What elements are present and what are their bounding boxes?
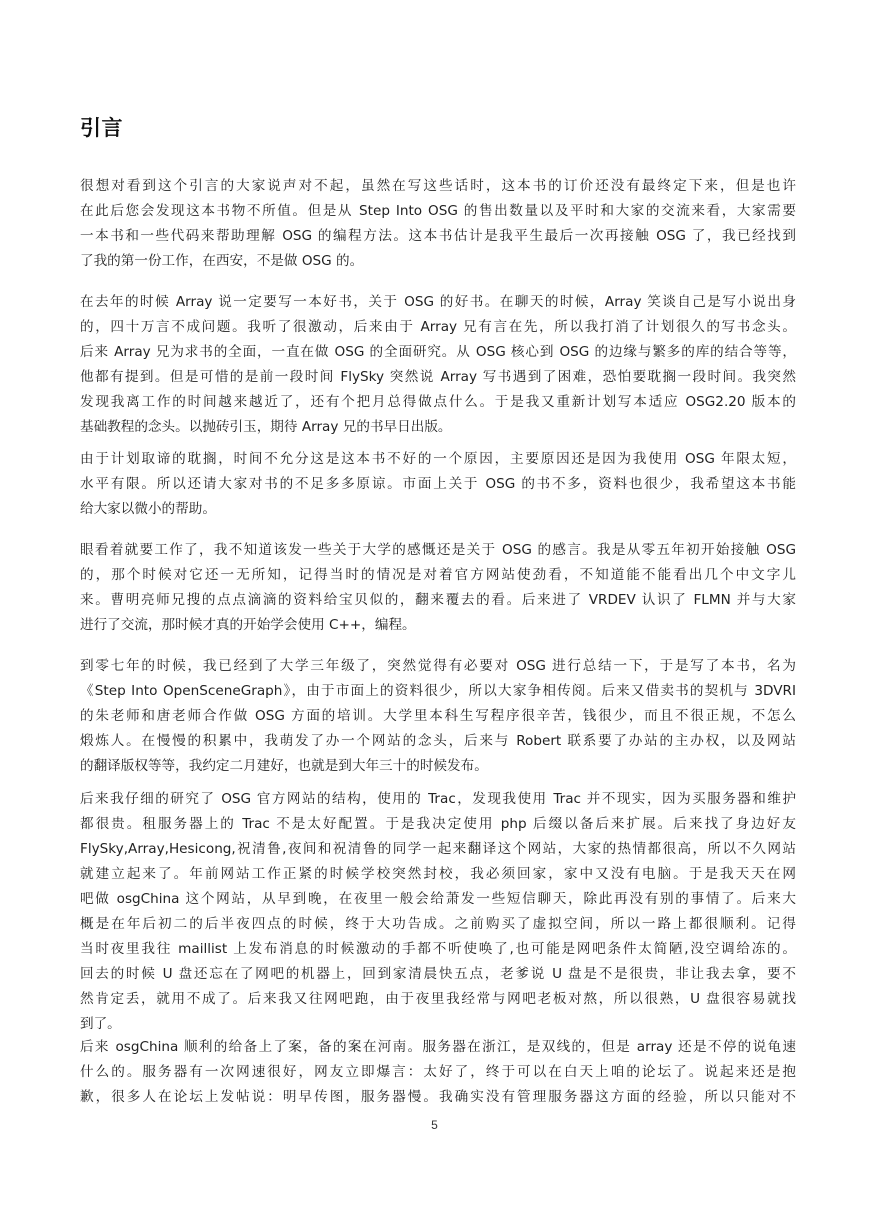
text-line: 歉，很多人在论坛上发帖说：明早传图，服务器慢。我确实没有管理服务器这方面的经验，所以只能对不 xyxy=(80,1089,796,1105)
text-line: 就建立起来了。年前网站工作正紧的时候学校突然封校，我必须回家，家中又没有电脑。于是我天天在网 xyxy=(80,866,796,882)
text-line: 在去年的时候 Array 说一定要写一本好书，关于 OSG 的好书。在聊天的时候，Array 笑谈自己是写小说出身 xyxy=(80,294,796,310)
text-line: 的，那个时候对它还一无所知，记得当时的情况是对着官方网站使劲看，不知道能不能看出几个中文字儿 xyxy=(80,567,796,583)
paragraph-2 xyxy=(80,290,796,440)
text-line: 在此后您会发现这本书物不所值。但是从 Step Into OSG 的售出数量以及平时和大家的交流来看，大家需要 xyxy=(80,203,796,219)
text-line: 眼看着就要工作了，我不知道该发一些关于大学的感慨还是关于 OSG 的感言。我是从零五年初开始接触 OSG xyxy=(80,542,796,558)
text-line: 一本书和一些代码来帮助理解 OSG 的编程方法。这本书估计是我平生最后一次再接触 OSG 了，我已经找到 xyxy=(80,228,796,244)
text-line: 水平有限。所以还请大家对书的不足多多原谅。市面上关于 OSG 的书不多，资料也很少，我希望这本书能 xyxy=(80,476,796,492)
paragraph-5 xyxy=(80,654,796,779)
text-line: 后来 osgChina 顺利的给备上了案，备的案在河南。服务器在浙江，是双线的，但是 array 还是不停的说龟速 xyxy=(80,1039,796,1055)
paragraph-3 xyxy=(80,447,796,522)
text-line: 基础教程的念头。以抛砖引玉，期待 Array 兄的书早日出版。 xyxy=(80,419,452,435)
paragraph-4 xyxy=(80,538,796,638)
text-line: 到了。 xyxy=(80,1016,121,1032)
text-line: 后来我仔细的研究了 OSG 官方网站的结构，使用的 Trac，发现我使用 Trac 并不现实，因为买服务器和维护 xyxy=(80,791,796,807)
text-line: 《Step Into OpenSceneGraph》，由于市面上的资料很少，所以大家争相传阅。后来又借卖书的契机与 3DVRI xyxy=(80,683,796,699)
text-line: 到零七年的时候，我已经到了大学三年级了，突然觉得有必要对 OSG 进行总结一下，于是写了本书，名为 xyxy=(80,658,796,674)
text-line: 煅炼人。在慢慢的积累中，我萌发了办一个网站的念头，后来与 Robert 联系要了办站的主办权，以及网站 xyxy=(80,733,796,749)
paragraph-1 xyxy=(80,174,796,274)
text-line: FlySky,Array,Hesicong,祝清鲁,夜间和祝清鲁的同学一起来翻译这个网站，大家的热情都很高，所以不久网站 xyxy=(80,841,796,857)
paragraph-7 xyxy=(80,1035,796,1110)
text-line: 发现我离工作的时间越来越近了，还有个把月总得做点什么。于是我又重新计划写本适应 OSG2.20 版本的 xyxy=(80,394,796,410)
text-line: 概是在年后初二的后半夜四点的时候，终于大功告成。之前购买了虚拟空间，所以一路上都很顺利。记得 xyxy=(80,916,796,932)
text-line: 了我的第一份工作，在西安，不是做 OSG 的。 xyxy=(80,253,364,269)
section-title: 引言 xyxy=(80,116,123,140)
text-line: 进行了交流，那时候才真的开始学会使用 C++，编程。 xyxy=(80,617,416,633)
text-line: 当时夜里我往 maillist 上发布消息的时候激动的手都不听使唤了,也可能是网吧条件太简陋,没空调给冻的。 xyxy=(80,941,796,957)
text-line: 由于计划取谛的耽搁，时间不允分这是这本书不好的一个原因，主要原因还是因为我使用 OSG 年限太短， xyxy=(80,451,796,467)
text-line: 都很贵。租服务器上的 Trac 不是太好配置。于是我决定使用 php 后缀以备后来扩展。后来找了身边好友 xyxy=(80,816,796,832)
text-line: 给大家以微小的帮助。 xyxy=(80,501,216,517)
text-line: 他都有提到。但是可惜的是前一段时间 FlySky 突然说 Array 写书遇到了困难，恐怕要耽搁一段时间。我突然 xyxy=(80,369,796,385)
text-line: 的朱老师和唐老师合作做 OSG 方面的培训。大学里本科生写程序很辛苦，钱很少，而且不很正规，不怎么 xyxy=(80,708,796,724)
text-line: 然肯定丢，就用不成了。后来我又往网吧跑，由于夜里我经常与网吧老板对熬，所以很熟，U 盘很容易就找 xyxy=(80,991,796,1007)
text-line: 很想对看到这个引言的大家说声对不起，虽然在写这些话时，这本书的订价还没有最终定下来，但是也许 xyxy=(80,178,796,194)
page-number: 5 xyxy=(431,1118,438,1132)
text-line: 回去的时候 U 盘还忘在了网吧的机器上，回到家清晨快五点，老爹说 U 盘是不是很贵，非让我去拿，要不 xyxy=(80,966,796,982)
text-line: 后来 Array 兄为求书的全面，一直在做 OSG 的全面研究。从 OSG 核心到 OSG 的边缘与繁多的库的结合等等， xyxy=(80,344,796,360)
text-line: 吧做 osgChina 这个网站，从早到晚，在夜里一般会给萧发一些短信聊天，除此再没有别的事情了。后来大 xyxy=(80,891,796,907)
text-line: 的翻译版权等等，我约定二月建好，也就是到大年三十的时候发布。 xyxy=(80,758,488,774)
text-line: 的，四十万言不成问题。我听了很激动，后来由于 Array 兄有言在先，所以我打消了计划很久的写书念头。 xyxy=(80,319,796,335)
text-line: 来。曹明亮师兄搜的点点滴滴的资料给宝贝似的，翻来覆去的看。后来进了 VRDEV 认识了 FLMN 并与大家 xyxy=(80,592,796,608)
paragraph-6 xyxy=(80,787,796,1037)
text-line: 什么的。服务器有一次网速很好，网友立即爆言：太好了，终于可以在白天上咱的论坛了。说起来还是抱 xyxy=(80,1064,796,1080)
